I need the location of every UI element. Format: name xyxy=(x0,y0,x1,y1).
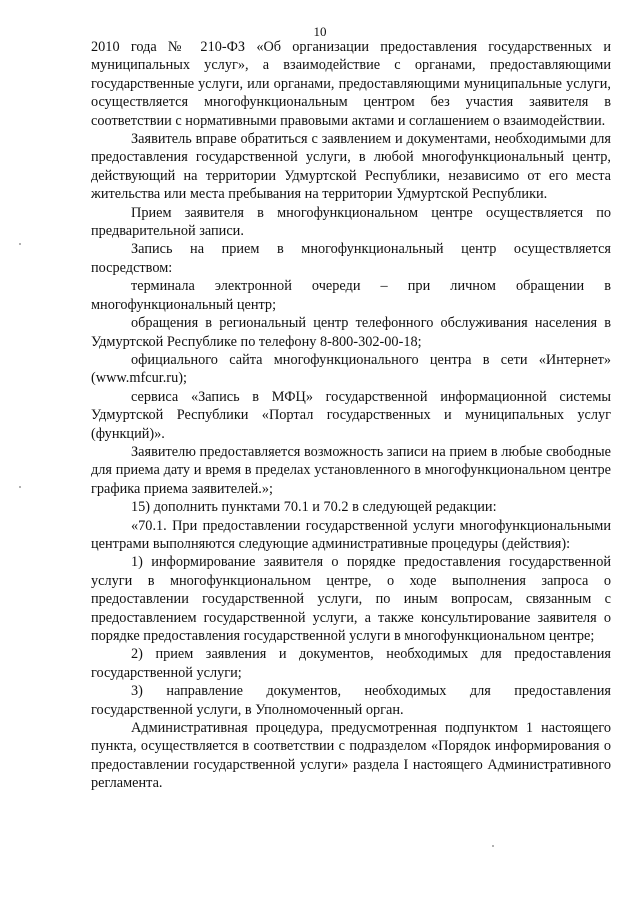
scan-speck xyxy=(492,845,494,847)
list-item-portal-service: сервиса «Запись в МФЦ» государственной информационной системы Удмуртской Республики «Портал государственных и муниципальных услуг (функций)». xyxy=(91,388,611,442)
paragraph-70-1: «70.1. При предоставлении государственной услуги многофункциональными центрами выполняются следующие административные процедуры (действия): xyxy=(91,517,611,552)
paragraph-appointment-reception: Прием заявителя в многофункциональном центре осуществляется по предварительной записи. xyxy=(91,204,611,240)
scan-speck xyxy=(19,486,21,488)
paragraph-continuation: 2010 года № 210-ФЗ «Об организации предоставления государственных и муниципальных услуг», а взаимодействие с органами, предоставляющими государственные услуги, или органами, предоставляющими муниципальные услуги, осуществляется многофункциональным центром без участия заявителя в соответствии с нормативными правовыми актами и соглашением о взаимодействии. xyxy=(91,39,611,129)
paragraph-applicant-right: Заявитель вправе обратиться с заявлением и документами, необходимыми для предоставления государственной услуги, в любой многофункциональный центр, действующий на территории Удмуртской Республики, независимо от его места жительства или места пребывания на территории Удмуртской Республики. xyxy=(91,131,611,203)
list-item-call-center: обращения в региональный центр телефонного обслуживания населения в Удмуртской Республике по телефону 8-800-302-00-18; xyxy=(91,315,611,350)
paragraph-appointment-means: Запись на прием в многофункциональный центр осуществляется посредством: xyxy=(91,241,611,276)
document-body xyxy=(91,38,611,793)
page-number: 10 xyxy=(313,24,327,39)
list-item-procedure-1: 1) информирование заявителя о порядке предоставления государственной услуги в многофункциональном центре, о ходе выполнения запроса о предоставлении государственной услуги, по иным вопросам, связанным с предоставлением государственной услуги, а также консультирование заявителя о порядке предоставления государственной услуги в многофункциональном центре; xyxy=(91,554,611,644)
paragraph-amendment-15: 15) дополнить пунктами 70.1 и 70.2 в следующей редакции: xyxy=(131,499,497,516)
list-item-procedure-2: 2) прием заявления и документов, необходимых для предоставления государственной услуги; xyxy=(91,646,611,681)
paragraph-administrative-procedure: Административная процедура, предусмотренная подпунктом 1 настоящего пункта, осуществляется в соответствии с подразделом «Порядок информирования о предоставлении государственной услуги» раздела I настоящего Административного регламента. xyxy=(91,720,611,792)
list-item-website: официального сайта многофункционального центра в сети «Интернет» (www.mfcur.ru); xyxy=(91,351,611,387)
list-item-terminal: терминала электронной очереди – при личном обращении в многофункциональный центр; xyxy=(91,278,611,313)
list-item-procedure-3: 3) направление документов, необходимых для предоставления государственной услуги, в Уполномоченный орган. xyxy=(91,683,611,718)
scan-speck xyxy=(19,243,21,245)
paragraph-appointment-schedule: Заявителю предоставляется возможность записи на прием в любые свободные для приема дату и время в пределах установленного в многофункциональном центре графика приема заявителей.»; xyxy=(91,443,611,497)
